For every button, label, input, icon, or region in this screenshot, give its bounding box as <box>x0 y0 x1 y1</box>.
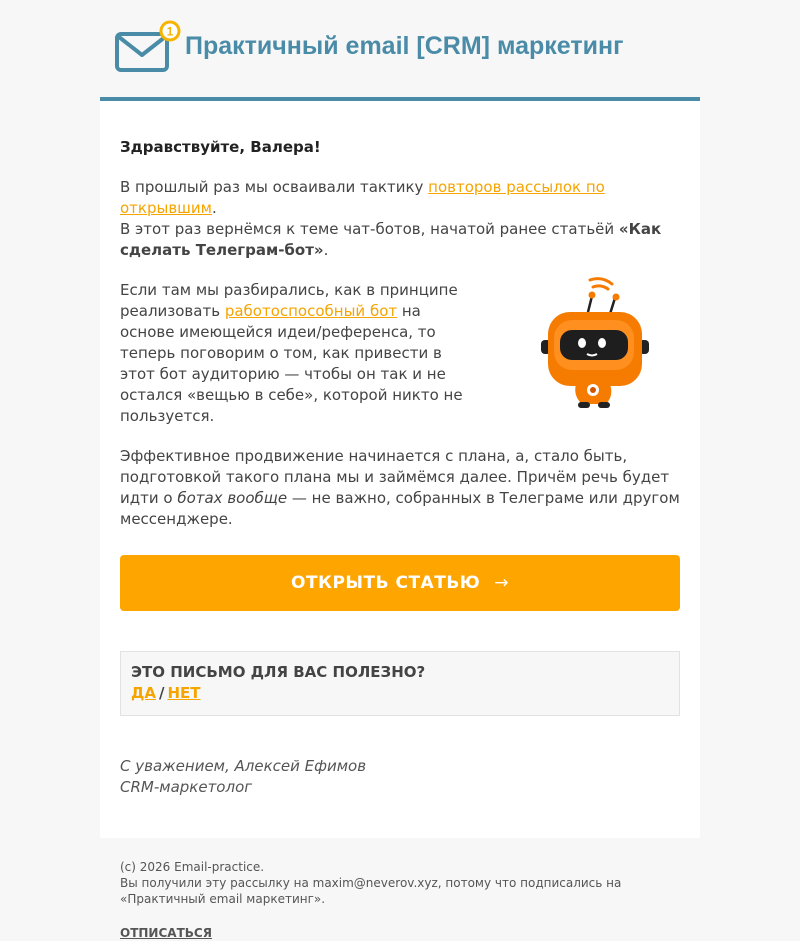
open-article-label: ОТКРЫТЬ СТАТЬЮ <box>291 573 481 593</box>
open-article-button[interactable] <box>120 555 680 611</box>
feedback-question: ЭТО ПИСЬМО ДЛЯ ВАС ПОЛЕЗНО? <box>131 663 426 681</box>
greeting: Здравствуйте, Валера! <box>120 138 321 156</box>
bots-in-general-italic: ботах вообще <box>177 489 288 507</box>
article-title-bold: «Как сделать Телеграм-бот» <box>120 220 662 259</box>
robot-icon <box>530 270 660 410</box>
bot-section <box>120 280 680 427</box>
intro-dot: . <box>211 199 217 217</box>
feedback-answers <box>131 683 669 704</box>
footer-copyright: (c) 2026 Email-practice. <box>120 860 265 874</box>
intro-text: В прошлый раз мы осваивали тактику <box>120 178 429 196</box>
signature-role: CRM-маркетолог <box>120 778 253 796</box>
intro-line2: В этот раз вернёмся к теме чат-ботов, начатой ранее статьёй <box>120 220 619 238</box>
feedback-yes-link[interactable]: ДА <box>131 684 156 702</box>
signature <box>120 756 680 798</box>
footer-notice: Вы получили эту рассылку на maxim@neverov.xyz, потому что подписались на «Практичный email маркетинг». <box>120 876 622 906</box>
email-footer <box>100 838 700 941</box>
plan-text-start: Эффективное продвижение начинается с плана, а, стало быть, подготовкой такого плана мы и займёмся далее. Причём речь будет идти о <box>120 447 670 507</box>
unsubscribe-link[interactable]: ОТПИСАТЬСЯ <box>120 926 212 940</box>
feedback-no-link[interactable]: НЕТ <box>167 684 201 702</box>
plan-paragraph <box>120 446 680 530</box>
repeat-mailings-link[interactable]: повторов рассылок по открывшим <box>120 178 605 217</box>
feedback-box <box>120 651 680 716</box>
envelope-notification-icon <box>114 20 182 74</box>
working-bot-link[interactable]: работоспособный бот <box>224 302 398 320</box>
svg-text:1: 1 <box>166 24 174 39</box>
email-body <box>100 101 700 838</box>
email-header <box>100 0 700 101</box>
intro-line2-end: . <box>323 241 329 259</box>
feedback-separator: / <box>158 684 165 702</box>
bot-text-start: Если там мы разбирались, как в принципе реализовать <box>120 281 458 320</box>
brand-title: Практичный email [CRM] маркетинг <box>185 32 624 60</box>
intro-paragraph <box>120 177 680 261</box>
plan-text-end: — не важно, собранных в Телеграме или другом мессенджере. <box>120 489 680 528</box>
bot-paragraph <box>120 280 480 427</box>
email-container <box>100 0 700 941</box>
arrow-right-icon: → <box>494 573 509 593</box>
signature-name: С уважением, Алексей Ефимов <box>120 757 367 775</box>
bot-text-end: на основе имеющейся идеи/референса, то теперь поговорим о том, как привести в этот бот аудиторию — чтобы он так и не остался «вещью в себе», которой никто не пользуется. <box>120 302 463 425</box>
